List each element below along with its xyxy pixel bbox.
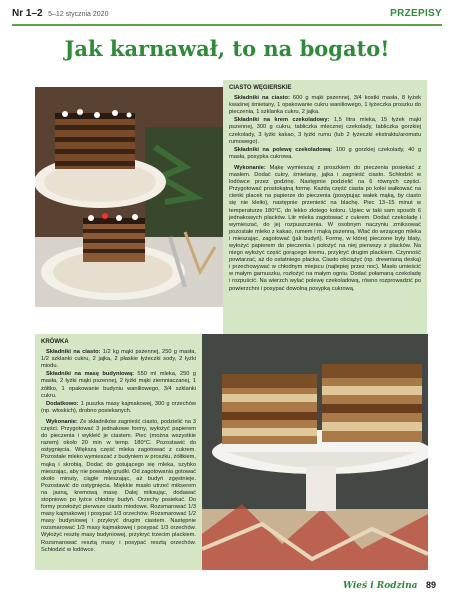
ingredients-label: Składniki na polewę czekoladową: bbox=[234, 146, 333, 153]
issue-number: Nr 1–2 bbox=[12, 8, 43, 19]
ingredients-text: 600 g mąki pszennej, 3/4 kostki masła, 8 łyżek kwaśnej śmietany, 1 opakowanie cukru waniliowego, 1 łyżeczka proszku do pieczenia, 1 szklanka cukru, 2 jajka. bbox=[229, 95, 421, 116]
ingredients-pudding bbox=[41, 371, 196, 399]
recipe-title: KRÓWKA bbox=[41, 339, 69, 345]
ingredients-text: 550 ml mleka, 250 g masła, 2 łyżki mąki pszennej, 2 łyżki mąki ziemniaczanej, 1 żółtko, 1 opakowanie budyniu waniliowego, 3/4 szklanki cukru. bbox=[41, 371, 196, 399]
ingredients-dough bbox=[41, 349, 196, 370]
cake-slice-left bbox=[222, 374, 317, 444]
cake-illustration-2 bbox=[202, 334, 428, 570]
ingredients-text: 1 puszka masy kajmakowej, 300 g orzechów (np. włoskich), drobno posiekanych. bbox=[41, 400, 196, 414]
page-title: Jak karnawał, to na bogato! bbox=[64, 36, 390, 61]
cake-photo-2 bbox=[202, 334, 428, 570]
issue-date: 5–12 stycznia 2020 bbox=[48, 11, 109, 18]
issue-info bbox=[12, 8, 108, 19]
preparation-label: Wykonanie: bbox=[46, 418, 78, 425]
recipe-box-krowka bbox=[35, 334, 202, 570]
recipe-box-ciasto-wegierskie bbox=[223, 80, 427, 336]
ingredients-text: 100 g gorzkiej czekolady, 40 g masła, posypka cukrowa. bbox=[229, 146, 421, 160]
ingredients-cream bbox=[229, 117, 421, 145]
ingredients-label: Dodatkowo: bbox=[46, 400, 79, 407]
ingredients-label: Składniki na ciasto: bbox=[46, 349, 101, 356]
preparation bbox=[229, 165, 421, 293]
preparation-text: Mąkę wymieszaj z proszkiem do pieczenia posiekać z masłem. Dodać cukry, śmietanę, jajka i zagnieść ciasto. Schłodzić w lodówce przez godzinę. Następnie podzielić na 6 równych części. Przygotować prostokątną formę. Każdą część ciasta po kolei wałkować na cienki placek na papierze do pieczenia (posypując wałek mąką, by ciasto się nie kleiło), następnie przenieść na blachę. Piec 13–15 minut w temperaturze 180°C, do lekko złotego koloru. Upiec w taki sam sposób 6 jednakowych placków. Litr mleka zagotować z cukrem. Dodać czekoladę i wymieszać, do jej rozpuszczenia. W osobnym naczyniu zmiksować pozostałe mleko z kakao, rumem i mąką pszenną. Wlać do wrzącego mleka i mieszając, zagotować (jak budyń). Formę, w której pieczone były blaty, wyłożyć papierem do pieczenia i położyć na niej pierwszy z placków. Na niego wyłożyć część gorącego kremu, przykryć drugim plackiem. Czynność powtarzać, aż do ostatniego placka. Ciasto obciążyć (np. drewnianą deską) i przechowywać w chłodnym miejscu (najlepiej przez noc). Masło umieścić w małym garnuszku, rozłożyć na małym ogniu. Dodać połamaną czekoladę i rozpuścić. Na wierzch wylać polewę czekoladową, równo rozprowadzić po powierzchni i posypać dowolną posypką cukrową. bbox=[229, 164, 421, 292]
preparation bbox=[41, 419, 196, 554]
page-header bbox=[12, 8, 442, 22]
preparation-text: Ze składników zagnieść ciasto, podzielić na 3 części. Przygotować 3 jednakowe formy, wyłożyć papierem do pieczenia i wykleić je ciastem. Piec (można wszystkie razem) około 20 min w temp. 180°C. Pozostawić do ostygnięcia. Większą część mleka zagotować z cukrem. Pozostałe mleko wymieszać z budyniem w proszku, żółtkiem, mąką i skrobią. Dodać do gotującego się mleka, szybko mieszając, aby nie powstały grudki. Od zagotowania gotować około minuty, ciągle mieszając, aż budyń zgęstnieje. Pozostawić do ostygnięcia. Miękkie masło utrzeć mikserem na jasną, kremową masę. Dalej miksując, dodawać stopniowo po łyżce chłodny budyń. Orzechy posiekać. Do formy przełożyć pierwsze ciasto miodowe. Rozsmarować 1/3 masy kajmakowej i posypać 1/3 orzechów. Rozsmarować 1/2 masy budyniowej i przykryć drugim ciastem. Następnie rozsmarować 1/3 masy kajmakowej i posypać 1/3 orzechów. Wyłożyć resztę masy budyniowej, przykryć trzecim plackiem. Rozsmarować resztą masy i posypać resztą orzechów. Schłodzić w lodówce. bbox=[41, 418, 196, 553]
magazine-name: Wieś i Rodzina bbox=[342, 581, 418, 591]
section-label: PRZEPISY bbox=[390, 8, 442, 19]
cake-illustration-1 bbox=[35, 87, 223, 307]
header-rule bbox=[12, 24, 442, 26]
ingredients-dough bbox=[229, 95, 421, 116]
preparation-label: Wykonanie: bbox=[234, 164, 266, 171]
recipe-title: CIASTO WĘGIERSKIE bbox=[229, 85, 292, 91]
ingredients-label: Składniki na krem czekoladowy: bbox=[234, 117, 330, 124]
page-number: 89 bbox=[425, 580, 436, 590]
cake-photo-1 bbox=[35, 87, 223, 307]
ingredients-text: 1/2 kg mąki pszennej, 250 g masła, 1/2 szklanki cukru, 2 jajka, 2 płaskie łyżeczki sody, 2 łyżki miodu. bbox=[41, 349, 196, 370]
ingredients-glaze bbox=[229, 147, 421, 161]
ingredients-label: Składniki na masę budyniową: bbox=[46, 371, 134, 378]
cake-slice-right bbox=[322, 364, 422, 442]
ingredients-text: 1,5 litra mleka, 15 łyżek mąki pszennej, 300 g cukru, tabliczka mlecznej czekolady, tabliczka gorzkiej czekolady, 3 łyżki kakao, 3 łyżki rumu (lub 2 łyżeczki ekstraktu/aromatu rumowego). bbox=[229, 117, 421, 145]
page-footer bbox=[343, 580, 436, 591]
ingredients-extra bbox=[41, 401, 196, 415]
ingredients-label: Składniki na ciasto: bbox=[234, 95, 290, 102]
